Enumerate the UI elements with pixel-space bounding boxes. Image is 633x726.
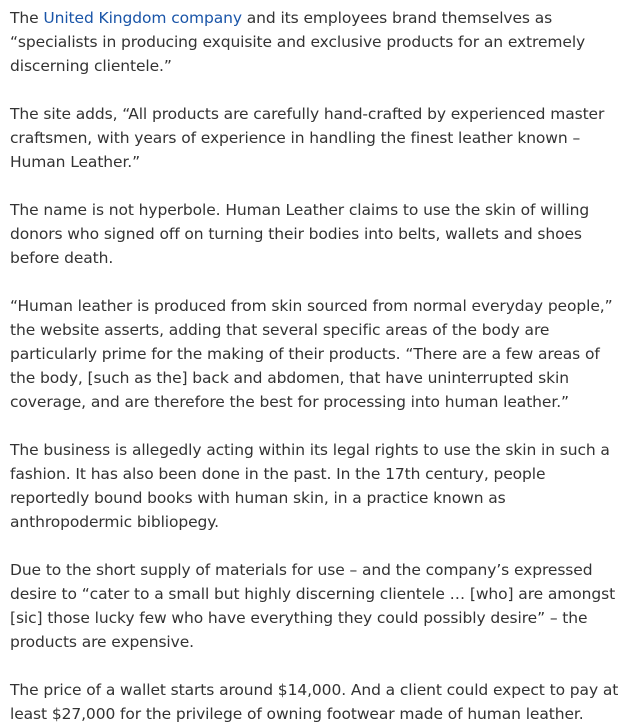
paragraph-1 bbox=[10, 6, 629, 78]
paragraph-6: Due to the short supply of materials for use – and the company’s expressed desire to “cater to a small but highly discerning clientele … [who] are amongst [sic] those lucky few who have everything they could possibly desire” – the products are expensive. bbox=[10, 561, 616, 651]
paragraph-4: “Human leather is produced from skin sourced from normal everyday people,” the website asserts, adding that several specific areas of the body are particularly prime for the making of their products. “There are a few areas of the body, [such as the] back and abdomen, that have uninterrupted skin coverage, and are therefore the best for processing into human leather.” bbox=[10, 297, 613, 411]
paragraph-1-lead: The bbox=[10, 9, 44, 27]
paragraph-3: The name is not hyperbole. Human Leather claims to use the skin of willing donors who signed off on turning their bodies into belts, wallets and shoes before death. bbox=[10, 201, 590, 267]
paragraph-7: The price of a wallet starts around $14,000. And a client could expect to pay at least $27,000 for the privilege of owning footwear made of human leather. bbox=[10, 681, 619, 723]
united-kingdom-company-link[interactable]: United Kingdom company bbox=[43, 9, 242, 27]
paragraph-2: The site adds, “All products are carefully hand-crafted by experienced master craftsmen, with years of experience in handling the finest leather known – Human Leather.” bbox=[10, 105, 605, 171]
paragraph-5: The business is allegedly acting within its legal rights to use the skin in such a fashion. It has also been done in the past. In the 17th century, people reportedly bound books with human skin, in a practice known as anthropodermic bibliopegy. bbox=[10, 441, 610, 531]
paragraph-1-tail: and its employees brand themselves as “specialists in producing exquisite and exclusive products for an extremely discerning clientele.” bbox=[10, 9, 586, 75]
